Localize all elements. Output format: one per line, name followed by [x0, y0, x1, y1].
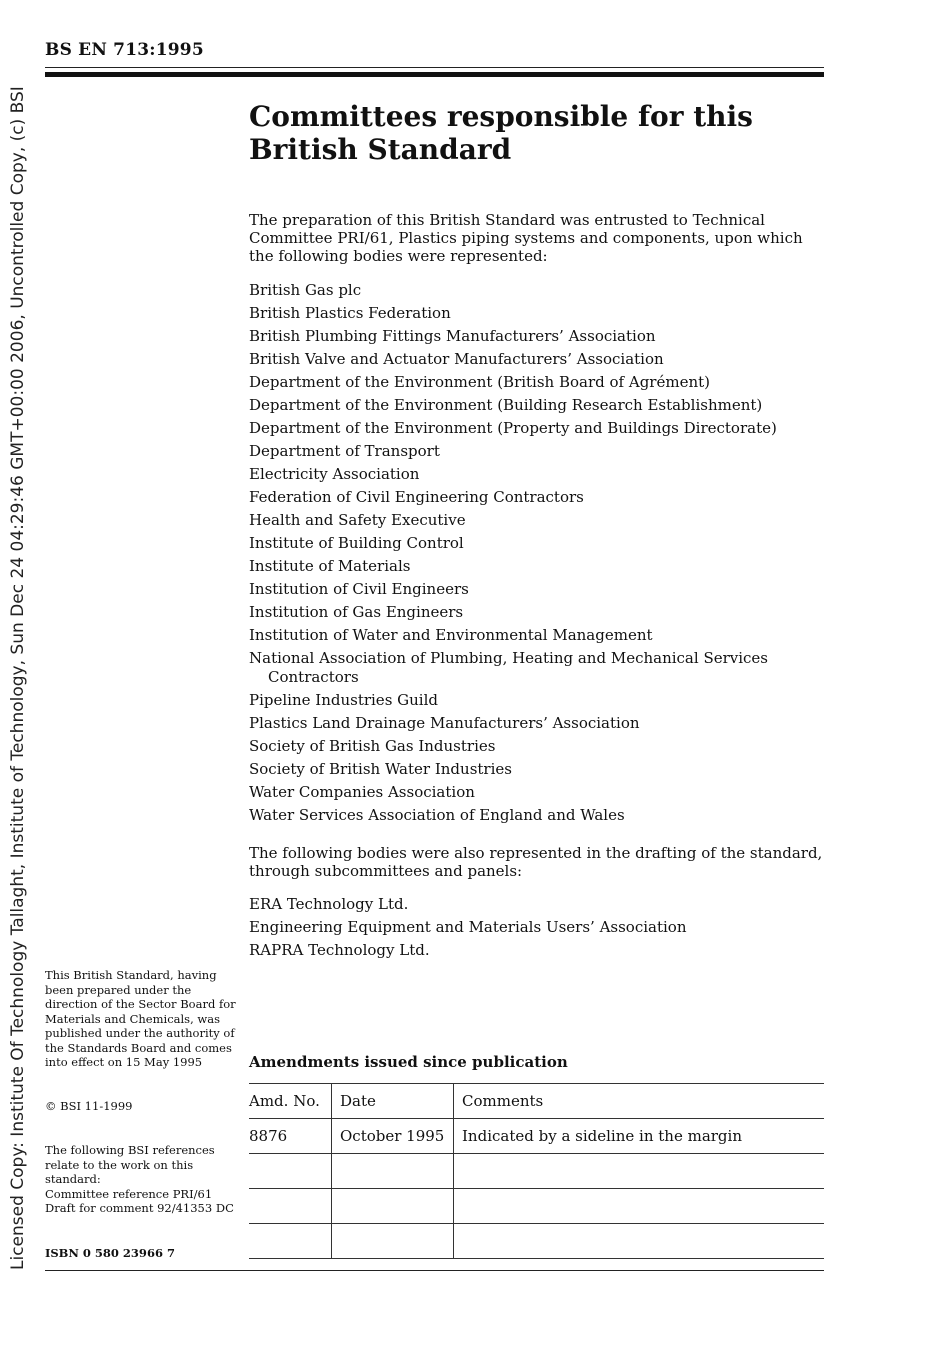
intro-paragraph: The preparation of this British Standard was entrusted to Technical Committee PRI/61, Plastics piping systems and components, upon which the following bodies were represented: — [249, 211, 803, 265]
document-code: BS EN 713:1995 — [45, 40, 204, 60]
organization-item: Department of Transport — [249, 442, 440, 460]
amendment-comment — [454, 1224, 825, 1259]
organization-item: National Association of Plumbing, Heating and Mechanical Services Contractors — [249, 649, 769, 686]
organization-item: Plastics Land Drainage Manufacturers’ Association — [249, 713, 640, 732]
amendments-table — [249, 1083, 824, 1259]
table-row — [249, 1224, 824, 1259]
amendments-header-row — [249, 1084, 824, 1119]
table-row — [249, 1154, 824, 1189]
organization-item: Institute of Building Control — [249, 534, 464, 552]
organization-item: Society of British Water Industries — [249, 759, 512, 778]
organization-item: Water Companies Association — [249, 782, 475, 801]
bsi-references — [45, 1143, 240, 1216]
subcommittee-organization-item: Engineering Equipment and Materials Users’ Association — [249, 918, 687, 936]
page-title-line-1: Committees responsible for this — [249, 100, 753, 133]
amendment-comment — [454, 1189, 825, 1224]
organization-item: Federation of Civil Engineering Contractors — [249, 488, 584, 506]
footer-rule — [45, 1270, 824, 1271]
amendment-number — [249, 1189, 332, 1224]
draft-reference: Draft for comment 92/41353 DC — [45, 1201, 234, 1215]
subcommittee-organization-item: ERA Technology Ltd. — [249, 895, 409, 913]
header-rule-thin — [45, 67, 824, 68]
organization-item: Institute of Materials — [249, 557, 411, 575]
amendment-number — [249, 1224, 332, 1259]
table-row — [249, 1119, 824, 1154]
organization-item: Institution of Water and Environmental Management — [249, 626, 653, 644]
organization-item: Electricity Association — [249, 465, 420, 483]
organization-item: Department of the Environment (Property and Buildings Directorate) — [249, 419, 777, 437]
organization-item: Institution of Civil Engineers — [249, 580, 469, 598]
amendment-date — [332, 1224, 454, 1259]
page-title — [249, 100, 824, 166]
column-header-amd-no: Amd. No. — [249, 1084, 332, 1119]
table-row — [249, 1189, 824, 1224]
amendment-number — [249, 1154, 332, 1189]
organization-item: British Plastics Federation — [249, 304, 451, 322]
column-header-comments: Comments — [454, 1084, 825, 1119]
amendment-comment — [454, 1154, 825, 1189]
organization-item: British Gas plc — [249, 281, 362, 299]
organization-item: British Plumbing Fittings Manufacturers’ Association — [249, 327, 656, 345]
column-header-date: Date — [332, 1084, 454, 1119]
organization-item: Water Services Association of England and Wales — [249, 805, 625, 824]
copyright-notice: © BSI 11-1999 — [45, 1099, 133, 1113]
amendment-date: October 1995 — [332, 1119, 454, 1154]
organization-item: Society of British Gas Industries — [249, 736, 496, 755]
amendments-title: Amendments issued since publication — [249, 1053, 568, 1071]
subcommittee-intro: The following bodies were also represented in the drafting of the standard, through subcommittees and panels: — [249, 844, 823, 880]
header-rule-thick — [45, 72, 824, 77]
references-intro: The following BSI references relate to the work on this standard: — [45, 1143, 215, 1186]
amendment-date — [332, 1154, 454, 1189]
isbn: ISBN 0 580 23966 7 — [45, 1246, 175, 1260]
organization-item: Department of the Environment (British Board of Agrément) — [249, 373, 710, 391]
organization-item: Pipeline Industries Guild — [249, 690, 438, 709]
organization-item: British Valve and Actuator Manufacturers’ Association — [249, 350, 664, 368]
organization-item: Health and Safety Executive — [249, 511, 466, 529]
organizations-list — [249, 281, 824, 829]
committee-reference: Committee reference PRI/61 — [45, 1186, 213, 1201]
license-watermark: Licensed Copy: Institute Of Technology Tallaght, Institute of Technology, Sun Dec 24 04:29:46 GMT+00:00 2006, Uncontrolled Copy, (c) BSI — [8, 86, 28, 1270]
amendment-comment: Indicated by a sideline in the margin — [454, 1119, 825, 1154]
page-title-line-2: British Standard — [249, 133, 512, 166]
subcommittee-organization-item: RAPRA Technology Ltd. — [249, 941, 430, 959]
subcommittee-organizations-list — [249, 895, 824, 964]
publication-statement: This British Standard, having been prepared under the direction of the Sector Board for Materials and Chemicals, was published under the authority of the Standards Board and comes into effect on 15 May 1995 — [45, 968, 236, 1069]
organization-item: Department of the Environment (Building Research Establishment) — [249, 396, 763, 414]
organization-item: Institution of Gas Engineers — [249, 603, 464, 621]
amendment-date — [332, 1189, 454, 1224]
amendment-number: 8876 — [249, 1119, 332, 1154]
